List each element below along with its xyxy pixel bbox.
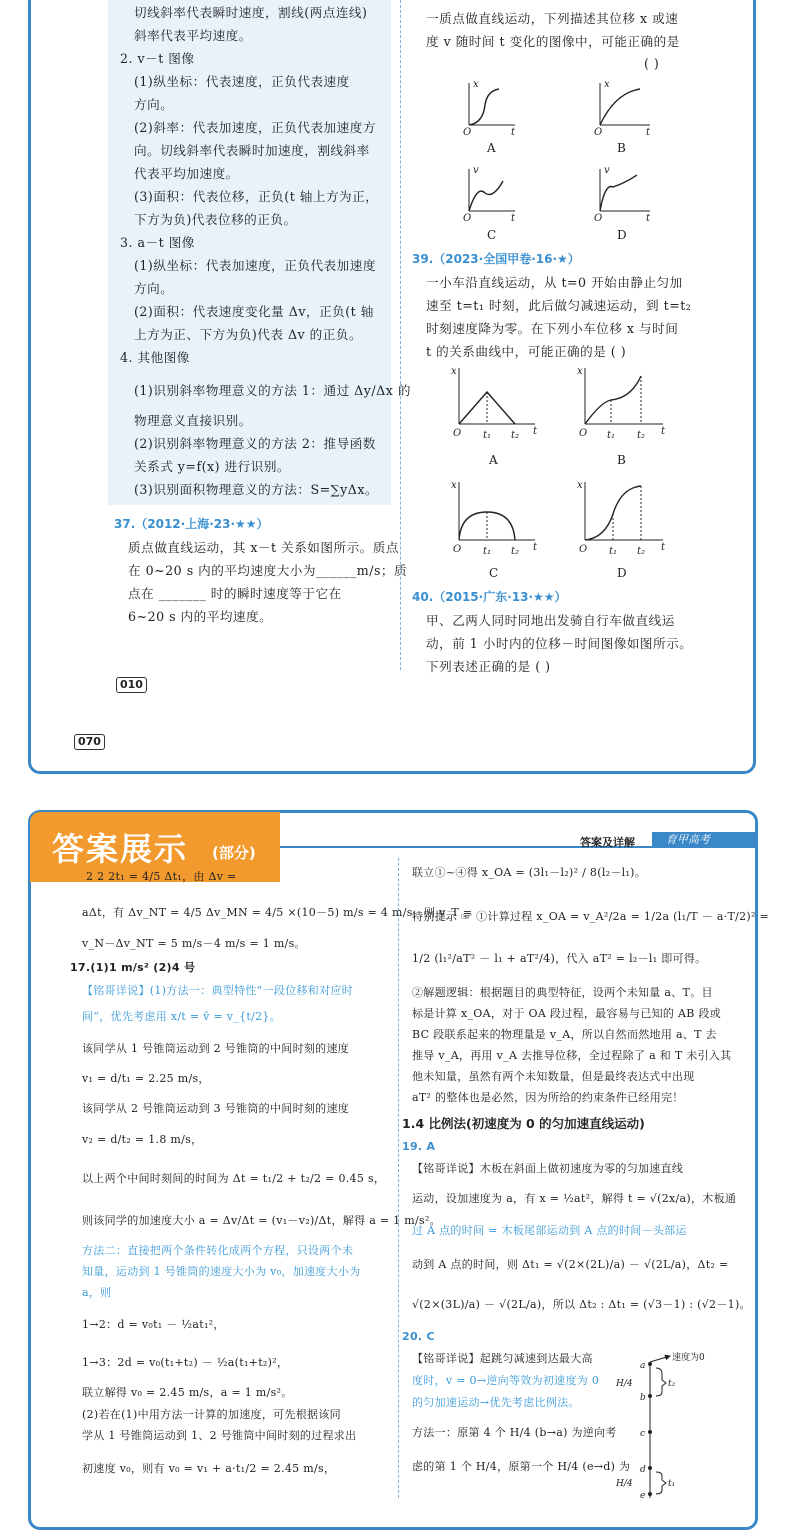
height-label: H/4 <box>616 1379 633 1389</box>
column-divider <box>400 0 401 670</box>
answer-line: 运动，设加速度为 a，有 x = ½at²，解得 t = √(2x/a)，木板通 <box>412 1192 737 1205</box>
answer-line: 度时，v = 0→逆向等效为初速度为 0 <box>412 1374 600 1387</box>
summary-line: (1)纵坐标：代表加速度，正负代表加速度 <box>134 258 376 273</box>
origin-label: O <box>463 213 472 224</box>
axis-label: t <box>661 426 666 437</box>
question-39-text: 速至 t=t₁ 时刻，此后做匀减速运动，到 t=t₂ <box>426 298 692 313</box>
origin-label: O <box>594 213 603 224</box>
question-39-number: 39.（2023·全国甲卷·16·★） <box>412 252 580 266</box>
logic-line: aT² 的整体也是必然，因为所给的约束条件已经用完！ <box>412 1091 684 1104</box>
method-two-line: 方法二：直接把两个条件转化成两个方程，只设两个未 <box>82 1244 354 1257</box>
answer-line: 动到 A 点的时间，则 Δt₁ = √(2×(2L)/a) － √(2L/a)，Δt₂ = <box>412 1258 729 1271</box>
point-label: c <box>640 1429 646 1439</box>
question-37-text: 点在 _______ 时的瞬时速度等于它在 <box>128 586 342 601</box>
summary-line: (3)面积：代表位移，正负(t 轴上方为正， <box>134 189 379 204</box>
origin-label: O <box>579 428 588 439</box>
answer-line: 的匀加速运动→优先考虑比例法。 <box>412 1396 580 1409</box>
answer-line: 以上两个中间时刻间的时间为 Δt = t₁/2 + t₂/2 = 0.45 s， <box>82 1172 386 1185</box>
tick-label: t₁ <box>609 546 618 557</box>
axis-label: t <box>646 213 651 224</box>
axis-label: v <box>604 165 610 176</box>
answer-line: 过 A 点的时间 = 木板尾部运动到 A 点的时间－头部运 <box>412 1224 687 1237</box>
special-tip-line: 特别提示 ☞ ①计算过程 x_OA = v_A²/2a = 1/2a (l₁/T － a·T/2)² = <box>412 910 770 923</box>
answer-line: v₁ = d/t₁ = 2.25 m/s， <box>82 1072 210 1085</box>
axis-label: x <box>604 79 610 90</box>
answer-line: aΔt，有 Δv_NT = 4/5 Δv_MN = 4/5 ×(10－5) m/s = 4 m/s，则 v_T = <box>82 906 473 919</box>
summary-line: (3)识别面积物理意义的方法：S=∑yΔx。 <box>134 482 379 497</box>
axis-label: t <box>511 127 516 138</box>
axis-label: x <box>577 366 583 377</box>
summary-line: 代表平均加速度。 <box>134 166 239 181</box>
answer-line: 该同学从 2 号锥筒运动到 3 号锥筒的中间时刻的速度 <box>82 1102 350 1115</box>
answer-line: v₂ = d/t₂ = 1.8 m/s， <box>82 1133 203 1146</box>
method-two-line: a，则 <box>82 1286 112 1299</box>
question-38-text: 一质点做直线运动，下列描述其位移 x 或速 <box>426 11 679 26</box>
logic-line: BC 段联系起来的物理量是 v_A，所以自然而然地用 a、T 去 <box>412 1028 717 1041</box>
answer-line: 虑的第 1 个 H/4，原第一个 H/4 (e→d) 为 <box>412 1460 631 1473</box>
option-label: D <box>617 228 627 242</box>
axis-label: t <box>511 213 516 224</box>
answer-line: 2 2 2t₁ = 4/5 Δt₁，由 Δv = <box>86 870 237 883</box>
answer-line: 【铭哥详说】起跳匀减速到达最大高 <box>412 1352 593 1365</box>
summary-line: 方向。 <box>134 97 174 112</box>
time-label: t₁ <box>668 1479 676 1489</box>
height-label: H/4 <box>616 1479 633 1489</box>
question-38-text: 度 v 随时间 t 变化的图像中，可能正确的是 <box>426 34 680 49</box>
summary-line: 切线斜率代表瞬时速度，割线(两点连线) <box>134 5 368 20</box>
summary-heading: 2. v－t 图像 <box>120 51 195 66</box>
header-brand: 育甲高考 <box>652 832 756 848</box>
summary-line: 斜率代表平均速度。 <box>134 28 252 43</box>
axis-label: t <box>533 426 538 437</box>
answer-line: (2)若在(1)中用方法一计算的加速度，可先根据该同 <box>82 1408 341 1421</box>
answer-20-heading: 20. C <box>402 1330 435 1343</box>
section-heading: 1.4 比例法(初速度为 0 的匀加速直线运动) <box>402 1116 645 1131</box>
special-tip-line: 1/2 (l₁²/aT² － l₁ + aT²/4)，代入 aT² = l₂－l₁ 即可得。 <box>412 952 707 965</box>
option-label: D <box>617 566 627 580</box>
question-37-text: 在 0~20 s 内的平均速度大小为______m/s；质 <box>128 563 408 578</box>
origin-label: O <box>453 544 462 555</box>
summary-heading: 4. 其他图像 <box>120 350 190 365</box>
option-label: B <box>617 141 626 155</box>
question-38-graphs <box>455 75 715 250</box>
question-39-graphs <box>445 362 725 582</box>
answer-line: 【铭哥详说】木板在斜面上做初速度为零的匀加速直线 <box>412 1162 684 1175</box>
answer-line: 方法一：原第 4 个 H/4 (b→a) 为逆向考 <box>412 1426 617 1439</box>
summary-line: (2)面积：代表速度变化量 Δv，正负(t 轴 <box>134 304 374 319</box>
question-40-text: 甲、乙两人同时同地出发骑自行车做直线运 <box>426 613 675 628</box>
tick-label: t₂ <box>637 546 646 557</box>
answer-line: v_N－Δv_NT = 5 m/s－4 m/s = 1 m/s。 <box>82 937 306 950</box>
axis-label: x <box>451 480 457 491</box>
time-label: t₂ <box>668 1379 676 1389</box>
equation-line: 1→2：d = v₀t₁ － ½at₁²， <box>82 1318 225 1331</box>
summary-line: 物理意义直接识别。 <box>134 413 252 428</box>
summary-heading: 3. a－t 图像 <box>120 235 195 250</box>
jump-height-diagram <box>610 1348 730 1498</box>
question-40-number: 40.（2015·广东·13·★★） <box>412 590 567 604</box>
inner-page-number: 010 <box>116 677 147 693</box>
question-37-text: 质点做直线运动，其 x－t 关系如图所示。质点 <box>128 540 399 555</box>
summary-line: 下方为负)代表位移的正负。 <box>134 212 297 227</box>
answer-line: 学从 1 号锥筒运动到 1、2 号锥筒中间时刻的过程求出 <box>82 1429 357 1442</box>
answer-line: 联立①~④得 x_OA = (3l₁－l₂)² / 8(l₂－l₁)。 <box>412 866 647 879</box>
tick-label: t₂ <box>637 430 646 441</box>
axis-label: t <box>533 542 538 553</box>
tick-label: t₁ <box>483 430 492 441</box>
origin-label: O <box>453 428 462 439</box>
point-label: a <box>640 1361 646 1371</box>
tick-label: t₂ <box>511 430 520 441</box>
option-label: C <box>487 228 497 242</box>
banner-subtitle: (部分) <box>212 844 256 862</box>
origin-label: O <box>579 544 588 555</box>
tick-label: t₁ <box>607 430 616 441</box>
explain-line <box>82 984 353 998</box>
answer-line: √(2×(3L)/a) － √(2L/a)，所以 Δt₂ : Δt₁ = (√3－1) : (√2－1)。 <box>412 1298 751 1311</box>
point-label: e <box>640 1491 646 1498</box>
method-two-line: 知量，运动到 1 号锥筒的速度大小为 v₀，加速度大小为 <box>82 1265 361 1278</box>
option-label: A <box>489 453 498 467</box>
header-section-title: 答案及详解 <box>580 836 635 849</box>
tick-label: t₁ <box>483 546 492 557</box>
point-label: d <box>640 1465 646 1475</box>
answer-17-heading: 17.(1)1 m/s² (2)4 号 <box>70 961 196 974</box>
logic-line: 推导 v_A，再用 v_A 去推导位移，全过程除了 a 和 T 未引入其 <box>412 1049 732 1062</box>
summary-line: (2)识别斜率物理意义的方法 2：推导函数 <box>134 436 376 451</box>
summary-line: 关系式 y=f(x) 进行识别。 <box>134 459 291 474</box>
answer-line: 联立解得 v₀ = 2.45 m/s，a = 1 m/s²。 <box>82 1386 293 1399</box>
answer-bracket: ( ) <box>644 56 660 71</box>
equation-line: 1→3：2d = v₀(t₁+t₂) － ½a(t₁+t₂)²， <box>82 1356 289 1369</box>
question-37-text: 6~20 s 内的平均速度。 <box>128 609 273 624</box>
method-one-line: 【铭哥详说】(1)方法一：典型特性“一段位移和对应时 <box>82 984 354 997</box>
summary-line: (1)识别斜率物理意义的方法 1：通过 Δy/Δx 的 <box>134 383 411 398</box>
question-40-text: 下列表述正确的是 ( ) <box>426 659 551 674</box>
method-one-line: 间”，优先考虑用 x/t = v̄ = v_{t/2}。 <box>82 1010 282 1023</box>
outer-page-number: 070 <box>74 734 105 750</box>
answer-line: 初速度 v₀，则有 v₀ = v₁ + a·t₁/2 = 2.45 m/s， <box>82 1462 336 1475</box>
axis-label: x <box>577 480 583 491</box>
axis-label: v <box>473 165 479 176</box>
summary-line: 向。切线斜率代表瞬时加速度，割线斜率 <box>134 143 370 158</box>
axis-label: x <box>473 79 479 90</box>
summary-line: (1)纵坐标：代表速度，正负代表速度 <box>134 74 350 89</box>
answer-19-heading: 19. A <box>402 1140 436 1153</box>
question-39-text: t 的关系曲线中，可能正确的是 ( ) <box>426 344 627 359</box>
summary-line: 方向。 <box>134 281 174 296</box>
summary-line: (2)斜率：代表加速度，正负代表加速度方 <box>134 120 376 135</box>
origin-label: O <box>463 127 472 138</box>
point-label: b <box>640 1393 646 1403</box>
answer-line: 则该同学的加速度大小 a = Δv/Δt = (v₁－v₂)/Δt，解得 a = 1 m/s²。 <box>82 1214 441 1227</box>
banner-title: 答案展示 <box>52 830 189 868</box>
summary-line: 上方为正、下方为负)代表 Δv 的正负。 <box>134 327 363 342</box>
option-label: B <box>617 453 626 467</box>
answer-line: 该同学从 1 号锥筒运动到 2 号锥筒的中间时刻的速度 <box>82 1042 350 1055</box>
tick-label: t₂ <box>511 546 520 557</box>
axis-label: t <box>661 542 666 553</box>
question-40-text: 动，前 1 小时内的位移－时间图像如图所示。 <box>426 636 693 651</box>
logic-line: 他未知量，虽然有两个未知数量，但是最终表达式中出现 <box>412 1070 695 1083</box>
option-label: A <box>487 141 496 155</box>
question-37-number: 37.（2012·上海·23·★★） <box>114 517 269 531</box>
question-39-text: 一小车沿直线运动，从 t=0 开始由静止匀加 <box>426 275 683 290</box>
logic-line: ②解题逻辑：根据题目的典型特征，设两个未知量 a、T。目 <box>412 986 713 999</box>
question-39-text: 时刻速度降为零。在下列小车位移 x 与时间 <box>426 321 679 336</box>
option-label: C <box>489 566 499 580</box>
origin-label: O <box>594 127 603 138</box>
axis-label: x <box>451 366 457 377</box>
logic-line: 标是计算 x_OA，对于 OA 段过程，最容易与已知的 AB 段或 <box>412 1007 722 1020</box>
axis-label: t <box>646 127 651 138</box>
column-divider <box>398 858 399 1498</box>
speed-zero-label: 速度为0 <box>672 1353 705 1363</box>
